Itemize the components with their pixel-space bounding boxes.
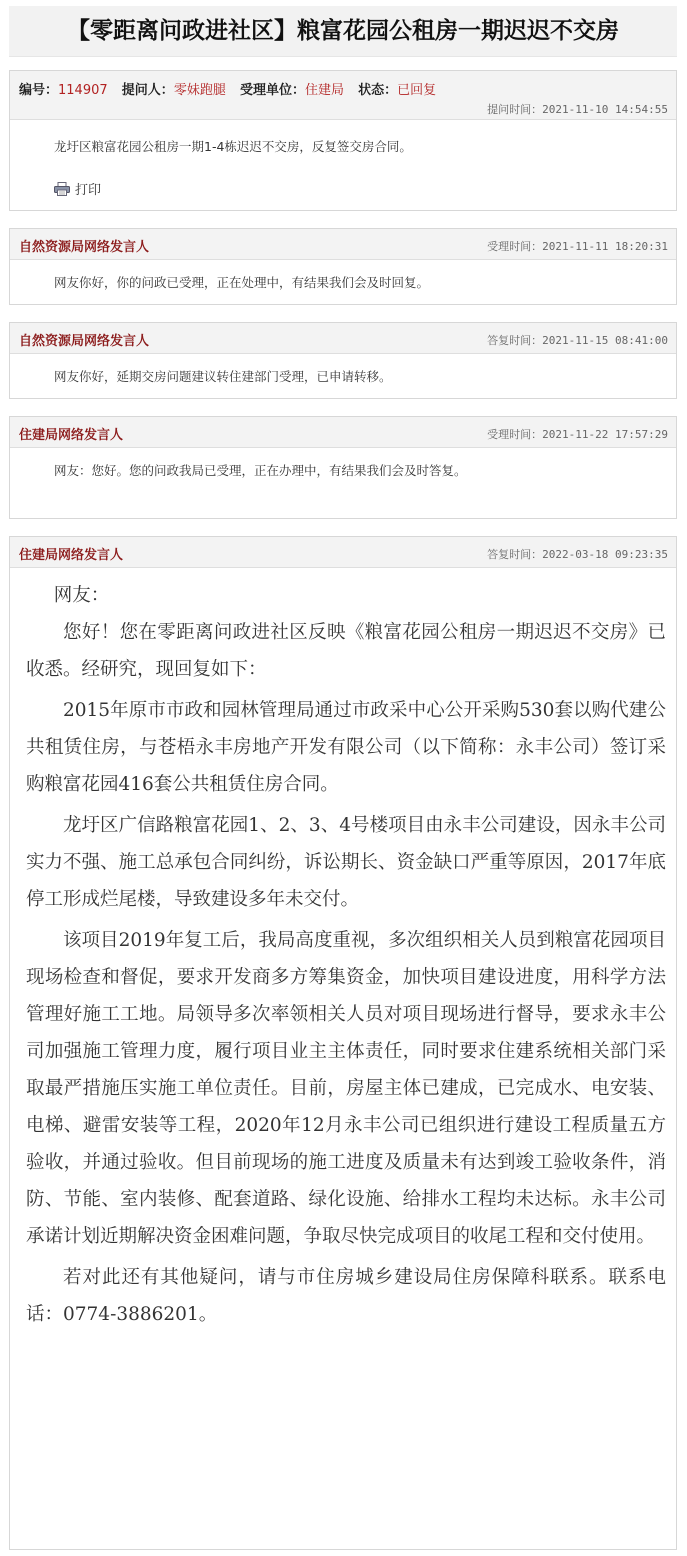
reply-author: 住建局网络发言人 (19, 428, 124, 443)
reply-time-label: 受理时间： (487, 240, 543, 253)
reply-author: 自然资源局网络发言人 (19, 240, 150, 255)
reply-time (487, 426, 668, 442)
reply-time (487, 546, 668, 562)
asker-value[interactable]: 零妹跑腿 (173, 83, 226, 98)
question-info-row (19, 79, 446, 98)
reply-author: 自然资源局网络发言人 (19, 334, 150, 349)
reply-greeting: 网友： (53, 585, 110, 606)
reply-header (10, 229, 676, 260)
id-label: 编号： (19, 83, 59, 98)
reply-content: 网友你好，你的问政已受理，正在处理中，有结果我们会及时回复。 (54, 275, 430, 290)
reply-paragraph: 您好！您在零距离问政进社区反映《粮富花园公租房一期迟迟不交房》已收悉。经研究，现回复如下： (26, 622, 666, 680)
reply-author: 住建局网络发言人 (19, 548, 124, 563)
reply-time-label: 答复时间： (487, 334, 543, 347)
reply-paragraph: 2015年原市市政和园林管理局通过市政采中心公开采购530套以购代建公共租赁住房，与苍梧永丰房地产开发有限公司（以下简称：永丰公司）签订采购粮富花园416套公共租赁住房合同。 (26, 700, 666, 795)
reply-card (9, 228, 677, 305)
question-header (10, 71, 676, 120)
final-reply-card (9, 536, 677, 1550)
reply-paragraph: 龙圩区广信路粮富花园1、2、3、4号楼项目由永丰公司建设，因永丰公司实力不强、施工总承包合同纠纷，诉讼期长、资金缺口严重等原因，2017年底停工形成烂尾楼，导致建设多年未交付。 (26, 815, 666, 910)
reply-content: 网友：您好。您的问政我局已受理，正在办理中，有结果我们会及时答复。 (54, 463, 467, 478)
print-button[interactable] (54, 179, 101, 198)
question-content: 龙圩区粮富花园公租房一期1-4栋迟迟不交房，反复签交房合同。 (54, 139, 412, 154)
question-time-label: 提问时间： (487, 103, 543, 116)
reply-header (10, 417, 676, 448)
reply-time-value: 2022-03-18 09:23:35 (542, 548, 668, 561)
print-label: 打印 (75, 183, 102, 198)
reply-time (487, 332, 668, 348)
question-time (487, 101, 668, 117)
reply-time-label: 答复时间： (487, 548, 543, 561)
reply-paragraph: 若对此还有其他疑问，请与市住房城乡建设局住房保障科联系。联系电话：0774-3886201。 (26, 1267, 666, 1325)
reply-paragraph: 该项目2019年复工后，我局高度重视，多次组织相关人员到粮富花园项目现场检查和督促，要求开发商多方筹集资金，加快项目建设进度，用科学方法管理好施工工地。局领导多次率领相关人员对项目现场进行督导，要求永丰公司加强施工管理力度，履行项目业主主体责任，同时要求住建系统相关部门采取最严措施压实施工单位责任。目前，房屋主体已建成，已完成水、电安装、电梯、避雷安装等工程，2020年12月永丰公司已组织进行建设工程质量五方验收，并通过验收。但目前现场的施工进度及质量未有达到竣工验收条件，消防、节能、室内装修、配套道路、绿化设施、给排水工程均未达标。永丰公司承诺计划近期解决资金困难问题，争取尽快完成项目的收尾工程和交付使用。 (26, 930, 666, 1247)
status-badge: 已回复 (397, 83, 437, 98)
reply-time-value: 2021-11-22 17:57:29 (542, 428, 668, 441)
status-label: 状态： (358, 83, 398, 98)
page-title: 【零距离问政进社区】粮富花园公租房一期迟迟不交房 (9, 6, 677, 57)
reply-time (487, 238, 668, 254)
reply-header (10, 537, 676, 568)
reply-card (9, 322, 677, 399)
unit-value[interactable]: 住建局 (304, 83, 344, 98)
reply-time-value: 2021-11-11 18:20:31 (542, 240, 668, 253)
reply-header (10, 323, 676, 354)
unit-label: 受理单位： (239, 83, 305, 98)
printer-icon (54, 182, 70, 196)
asker-label: 提问人： (121, 83, 174, 98)
reply-time-value: 2021-11-15 08:41:00 (542, 334, 668, 347)
reply-content: 网友你好，延期交房问题建议转住建部门受理，已申请转移。 (54, 369, 392, 384)
reply-card (9, 416, 677, 519)
question-card (9, 70, 677, 211)
final-reply-content (26, 577, 666, 1333)
reply-time-label: 受理时间： (487, 428, 543, 441)
id-value: 114907 (58, 83, 108, 98)
question-time-value: 2021-11-10 14:54:55 (542, 103, 668, 116)
